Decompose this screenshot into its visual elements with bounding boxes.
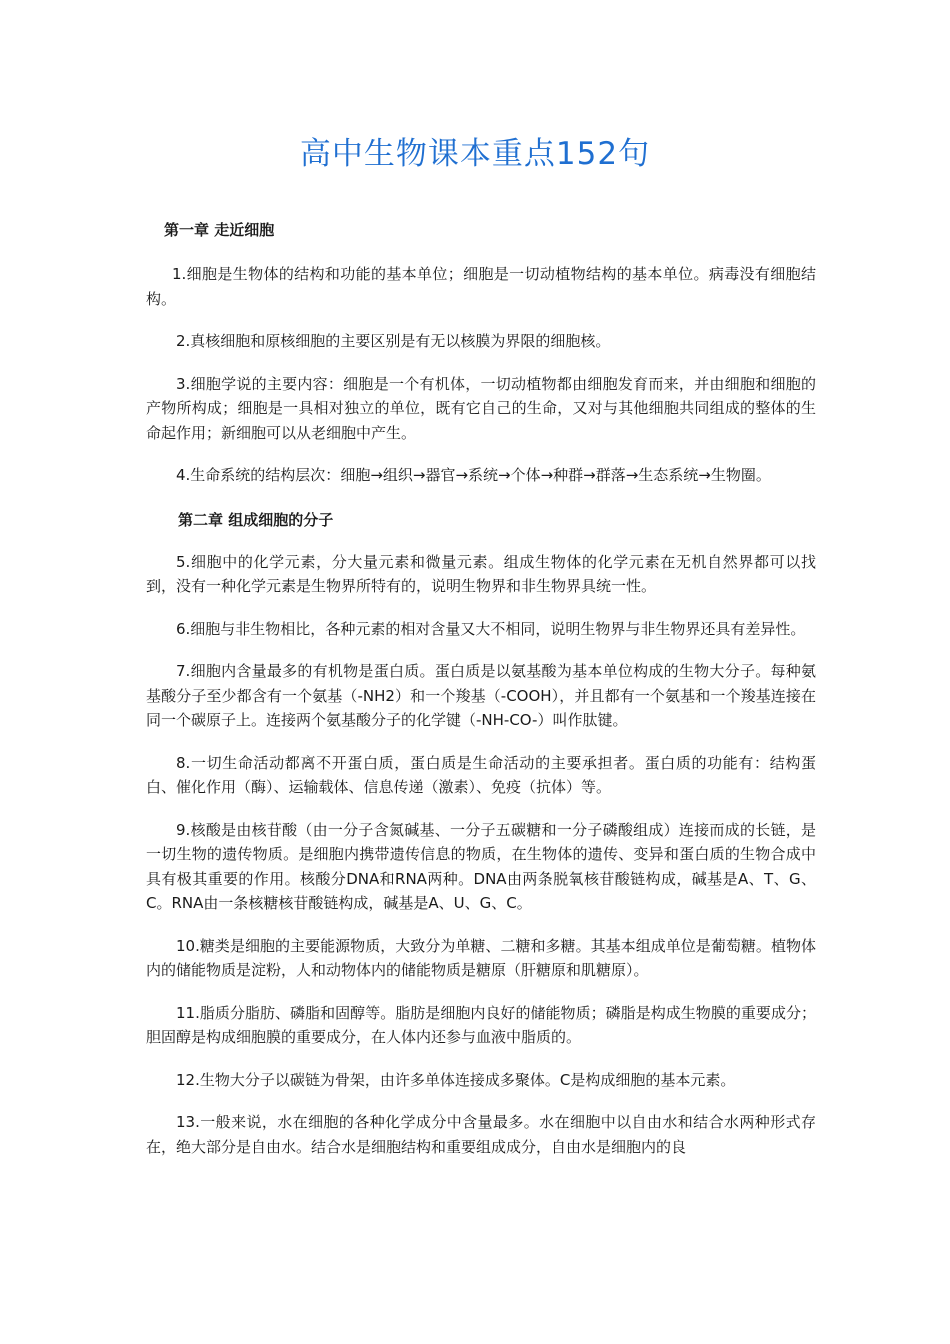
- paragraph-2: 2.真核细胞和原核细胞的主要区别是有无以核膜为界限的细胞核。: [176, 332, 611, 350]
- paragraph-3: 3.细胞学说的主要内容：细胞是一个有机体，一切动植物都由细胞发育而来，并由细胞和细胞的产物所构成；细胞是一具相对独立的单位，既有它自己的生命，又对与其他细胞共同组成的整体的生命起作用；新细胞可以从老细胞中产生。: [146, 374, 816, 442]
- paragraph-7: 7.细胞内含量最多的有机物是蛋白质。蛋白质是以氨基酸为基本单位构成的生物大分子。每种氨基酸分子至少都含有一个氨基（-NH2）和一个羧基（-COOH），并且都有一个氨基和一个羧基连接在同一个碳原子上。连接两个氨基酸分子的化学键（-NH-CO-）叫作肽键。: [146, 662, 816, 729]
- paragraph-9: 9.核酸是由核苷酸（由一分子含氮碱基、一分子五碳糖和一分子磷酸组成）连接而成的长链，是一切生物的遗传物质。是细胞内携带遗传信息的物质，在生物体的遗传、变异和蛋白质的生物合成中具有极其重要的作用。核酸分DNA和RNA两种。DNA由两条脱氧核苷酸链构成，碱基是A、T、G、C。RNA由一条核糖核苷酸链构成，碱基是A、U、G、C。: [146, 820, 816, 912]
- paragraph-13: 13.一般来说，水在细胞的各种化学成分中含量最多。水在细胞中以自由水和结合水两种形式存在，绝大部分是自由水。结合水是细胞结构和重要组成成分，自由水是细胞内的良: [146, 1113, 816, 1156]
- document-body: [146, 218, 816, 1159]
- paragraph-12: 12.生物大分子以碳链为骨架，由许多单体连接成多聚体。C是构成细胞的基本元素。: [176, 1070, 736, 1089]
- document-title: 高中生物课本重点152句: [299, 136, 651, 172]
- paragraph-10: 10.糖类是细胞的主要能源物质，大致分为单糖、二糖和多糖。其基本组成单位是葡萄糖。植物体内的储能物质是淀粉，人和动物体内的储能物质是糖原（肝糖原和肌糖原）。: [146, 936, 816, 979]
- paragraph-11: 11.脂质分脂肪、磷脂和固醇等。脂肪是细胞内良好的储能物质；磷脂是构成生物膜的重要成分；胆固醇是构成细胞膜的重要成分，在人体内还参与血液中脂质的。: [146, 1003, 816, 1046]
- paragraph-4: 4.生命系统的结构层次：细胞→组织→器官→系统→个体→种群→群落→生态系统→生物圈。: [176, 466, 771, 484]
- paragraph-6: 6.细胞与非生物相比，各种元素的相对含量又大不相同，说明生物界与非生物界还具有差异性。: [176, 619, 806, 638]
- paragraph-5: 5.细胞中的化学元素，分大量元素和微量元素。组成生物体的化学元素在无机自然界都可以找到，没有一种化学元素是生物界所特有的，说明生物界和非生物界具统一性。: [146, 552, 816, 595]
- chapter-heading-1: 第一章 走近细胞: [164, 221, 275, 239]
- paragraph-8: 8.一切生命活动都离不开蛋白质，蛋白质是生命活动的主要承担者。蛋白质的功能有：结构蛋白、催化作用（酶）、运输载体、信息传递（激素）、免疫（抗体）等。: [146, 753, 816, 796]
- paragraph-1: 1.细胞是生物体的结构和功能的基本单位；细胞是一切动植物结构的基本单位。病毒没有细胞结构。: [146, 265, 816, 308]
- chapter-heading-2: 第二章 组成细胞的分子: [178, 510, 334, 529]
